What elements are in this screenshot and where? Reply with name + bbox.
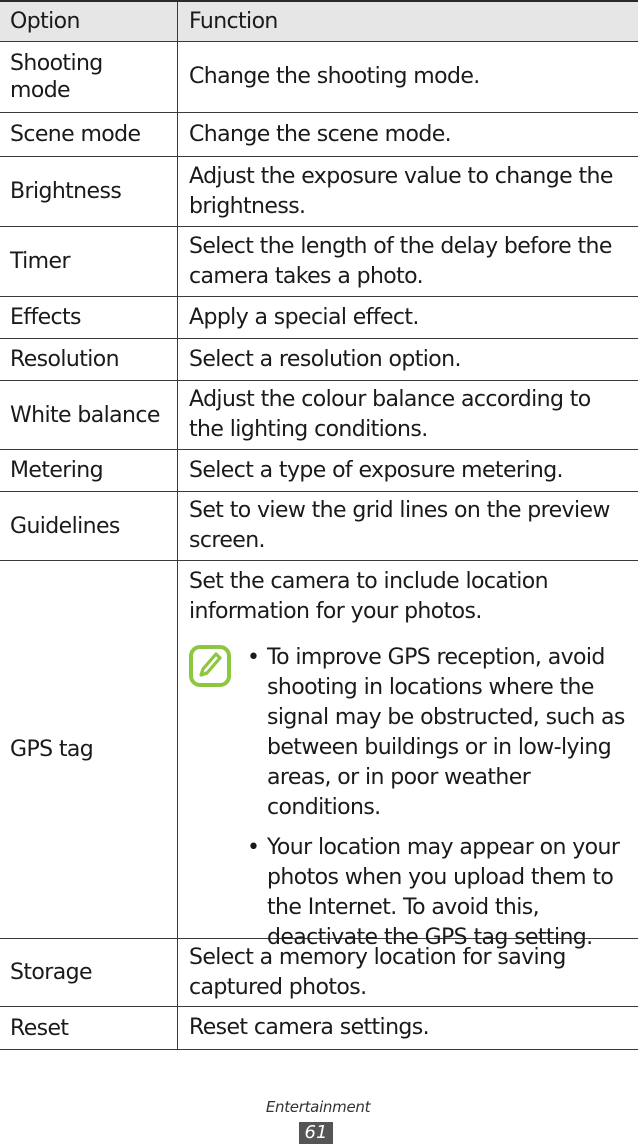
function-cell: Set to view the grid lines on the preview screen. <box>189 498 610 553</box>
option-cell: Storage <box>0 939 178 1006</box>
option-cell: Effects <box>0 297 178 338</box>
header-function: Function <box>189 8 278 34</box>
page-number: 61 <box>299 1122 334 1144</box>
table-row <box>0 157 638 227</box>
note-bullet-list <box>237 643 630 963</box>
note-bullet: • To improve GPS reception, avoid shooting in locations where the signal may be obstructed, such as between buildings or in low-lying areas, or in poor weather conditions. <box>237 643 630 823</box>
option-cell: White balance <box>0 381 178 449</box>
function-cell: Reset camera settings. <box>189 1015 430 1040</box>
function-cell: Adjust the exposure value to change the brightness. <box>189 163 613 219</box>
table-row <box>0 113 638 157</box>
function-cell: Select a resolution option. <box>189 346 461 372</box>
function-cell <box>178 561 638 950</box>
gps-tag-description: Set the camera to include location information for your photos. <box>189 569 548 624</box>
option-cell: Scene mode <box>0 113 178 156</box>
function-cell: Select the length of the delay before the camera takes a photo. <box>189 233 612 289</box>
note-pencil-icon <box>189 645 237 963</box>
option-cell: Guidelines <box>0 492 178 560</box>
table-row <box>0 339 638 381</box>
section-title: Entertainment <box>265 1098 371 1116</box>
header-option: Option <box>0 2 178 41</box>
table-row <box>0 297 638 339</box>
function-cell: Change the shooting mode. <box>189 64 480 89</box>
option-cell: Metering <box>0 450 178 491</box>
option-cell: Resolution <box>0 339 178 380</box>
function-cell: Select a memory location for saving captured photos. <box>189 944 566 1000</box>
table-row <box>0 492 638 561</box>
table-row-gps-tag <box>0 561 638 950</box>
function-cell: Change the scene mode. <box>189 121 452 147</box>
option-cell: Reset <box>0 1007 178 1049</box>
note-box <box>189 643 630 963</box>
table-row <box>0 42 638 113</box>
page-footer <box>0 1098 638 1144</box>
option-cell: Shooting mode <box>0 42 178 112</box>
table-header-row <box>0 0 638 42</box>
function-cell: Select a type of exposure metering. <box>189 457 563 483</box>
table-row <box>0 450 638 492</box>
option-cell: GPS tag <box>0 561 178 938</box>
function-cell: Apply a special effect. <box>189 304 419 330</box>
note-bullet: • Your location may appear on your photos when you upload them to the Internet. To avoid this, deactivate the GPS tag setting. <box>237 833 630 953</box>
function-cell: Adjust the colour balance according to the lighting conditions. <box>189 387 591 442</box>
table-row <box>0 1007 638 1050</box>
option-cell: Brightness <box>0 157 178 226</box>
option-cell: Timer <box>0 227 178 296</box>
table-row <box>0 381 638 450</box>
table-row <box>0 227 638 297</box>
